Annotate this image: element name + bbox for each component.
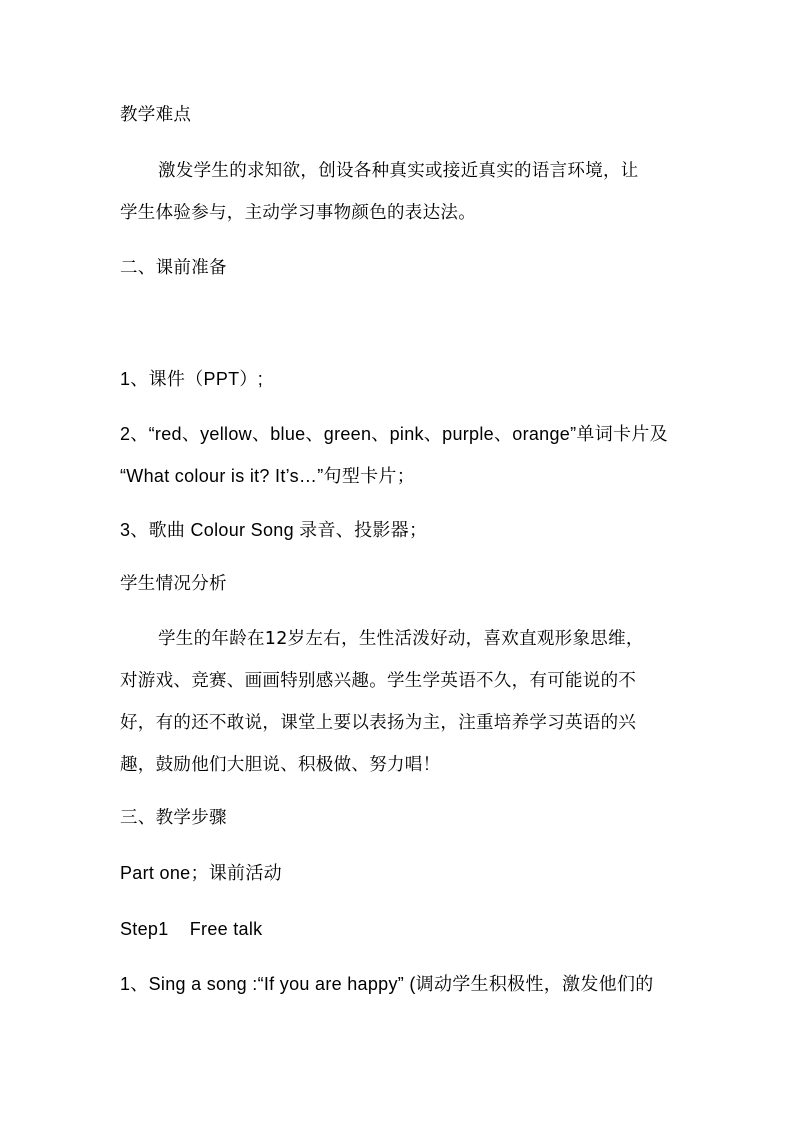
- subheading-part-one: Part one；课前活动: [120, 863, 282, 883]
- heading-teaching-steps: 三、教学步骤: [120, 808, 227, 828]
- heading-student-analysis: 学生情况分析: [120, 574, 227, 594]
- list-item: 1、Sing a song :“If you are happy” (调动学生积极性，激发他们的: [120, 974, 654, 994]
- subheading-step1: Step1 Free talk: [120, 919, 263, 939]
- heading-preparation: 二、课前准备: [120, 258, 227, 278]
- paragraph-line: 对游戏、竞赛、画画特别感兴趣。学生学英语不久，有可能说的不: [120, 671, 637, 691]
- paragraph-line: 趣，鼓励他们大胆说、积极做、努力唱！: [120, 755, 441, 775]
- paragraph-line: 好，有的还不敢说，课堂上要以表扬为主，注重培养学习英语的兴: [120, 713, 637, 733]
- list-item: 3、歌曲 Colour Song 录音、投影器；: [120, 520, 428, 540]
- paragraph-line: 学生体验参与，主动学习事物颜色的表达法。: [120, 203, 476, 223]
- heading-teaching-difficulties: 教学难点: [120, 105, 192, 125]
- list-item-continuation: “What colour is it? It’s…”句型卡片；: [120, 466, 416, 486]
- paragraph-line: 激发学生的求知欲，创设各种真实或接近真实的语言环境，让: [158, 161, 639, 181]
- paragraph-line: 学生的年龄在12岁左右，生性活泼好动，喜欢直观形象思维，: [158, 629, 644, 649]
- list-item: 2、“red、yellow、blue、green、pink、purple、orange”单词卡片及: [120, 424, 668, 444]
- list-item: 1、课件（PPT）;: [120, 369, 264, 389]
